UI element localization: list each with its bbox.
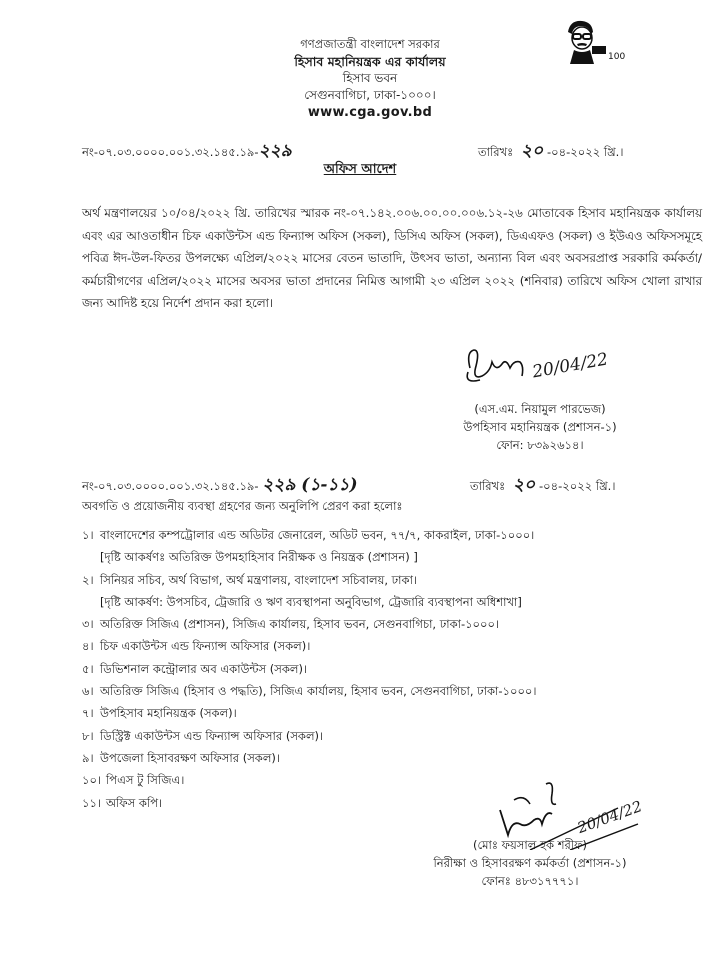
government-name: গণপ্রজাতন্ত্রী বাংলাদেশ সরকার [300,37,440,51]
website-link[interactable]: www.cga.gov.bd [307,105,433,120]
signature-1 [462,346,632,406]
document-title [0,160,720,181]
list-item: ৭। উপহিসাব মহানিয়ন্ত্রক (সকল)। [82,706,237,721]
document-title-text: অফিস আদেশ [323,162,397,177]
office-address: সেগুনবাগিচা, ঢাকা-১০০০। [304,88,436,102]
copy-date-day-handwritten: ২০ [512,475,536,495]
list-item: ২। সিনিয়র সচিব, অর্থ বিভাগ, অর্থ মন্ত্রণালয়, বাংলাদেশ সচিবালয়, ঢাকা। [82,572,418,587]
office-name: হিসাব মহানিয়ন্ত্রক এর কার্যালয় [294,54,446,69]
letterhead [200,36,540,121]
portrait-logo-icon [560,18,630,64]
list-item: ৯। উপজেলা হিসাবরক্ষণ অফিসার (সকল)। [82,750,281,765]
copy-distribution-intro: অবগতি ও প্রয়োজনীয় ব্যবস্থা গ্রহণের জন্য অনুলিপি প্রেরণ করা হলোঃ [82,499,403,513]
copy-memo-number-handwritten: ২২৯ (১-১১) [262,475,358,495]
copy-memo-number [82,472,358,500]
svg-text:100: 100 [608,52,626,62]
signatory-phone: ফোন: ৮৩৯২৬১৪। [496,438,584,452]
list-item: ১১। অফিস কপি। [82,795,163,810]
date-rest: -০৪-২০২২ খ্রি.। [547,145,624,159]
signatory-name: (এস.এম. নিয়ামুল পারভেজ) [474,402,606,416]
signature-date-handwritten: 20/04/22 [574,797,645,837]
copy-date-rest: -০৪-২০২২ খ্রি.। [539,479,616,493]
memo-number-handwritten: ২২৯ [258,141,292,161]
signatory-1 [400,400,680,454]
signature-date-handwritten: 20/04/22 [530,349,610,383]
date-day-handwritten: ২০ [520,141,544,161]
list-item: ৫। ডিভিশনাল কন্ট্রোলার অব একাউন্টস (সকল)। [82,661,308,676]
copy-date-label: তারিখঃ [470,479,506,493]
list-item: ১০। পিএস টু সিজিএ। [82,773,185,788]
list-item: ১। বাংলাদেশের কম্পট্রোলার এন্ড অডিটর জেনারেল, অডিট ভবন, ৭৭/৭, কাকরাইল, ঢাকা-১০০০। [82,528,535,542]
memo-number-prefix: নং-০৭.০৩.০০০০.০০১.৩২.১৪৫.১৯- [82,145,259,159]
copy-memo-number-prefix: নং-০৭.০৩.০০০০.০০১.৩২.১৪৫.১৯- [82,479,263,493]
signatory-2 [380,836,680,890]
order-body: অর্থ মন্ত্রণালয়ের ১০/০৪/২০২২ খ্রি. তারিখের স্মারক নং-০৭.১৪২.০০৬.০০.০০.০০৬.১২-২৬ মোতাবেক হিসাব মহানিয়ন্ত্রক কার্যালয় এবং এর আওতাধীন চিফ একাউন্টস এন্ড ফিন্যান্স অফিস (সকল), ডিসিএ অফিস (সকল), ডিএএফও (সকল) ও ইউএও অফিসসমূহে পবিত্র ঈদ-উল-ফিতর উপলক্ষ্যে এপ্রিল/২০২২ মাসের বেতন ভাতাদি, উৎসব ভাতা, অন্যান্য বিল এবং অবসরপ্রাপ্ত সরকারি কর্মকর্তা/কর্মচারীগণের এপ্রিল/২০২২ মাসের অবসর ভাতা প্রদানের নিমিত্ত আগামী ২৩ এপ্রিল ২০২২ (শনিবার) তারিখে অফিস খোলা রাখার জন্য আদিষ্ট হয়ে নির্দেশ প্রদান করা হলো। [82,206,702,310]
signatory-name: (মোঃ ফয়সাল হক শরীফ) [472,838,588,852]
signatory-designation: নিরীক্ষা ও হিসাবরক্ষণ কর্মকর্তা (প্রশাসন-১) [433,856,627,870]
list-item: ৩। অতিরিক্ত সিজিএ (প্রশাসন), সিজিএ কার্যালয়, হিসাব ভবন, সেগুনবাগিচা, ঢাকা-১০০০। [82,617,500,632]
list-item: ৮। ডিস্ট্রিক্ট একাউন্টস এন্ড ফিন্যান্স অফিসার (সকল)। [82,728,324,743]
list-item: ৬। অতিরিক্ত সিজিএ (হিসাব ও পদ্ধতি), সিজিএ কার্যালয়, হিসাব ভবন, সেগুনবাগিচা, ঢাকা-১০০০। [82,684,537,699]
signatory-designation: উপহিসাব মহানিয়ন্ত্রক (প্রশাসন-১) [463,420,617,434]
signatory-phone: ফোনঃ ৪৮৩১৭৭৭১। [481,874,579,888]
building-name: হিসাব ভবন [342,71,398,85]
list-item-note: [দৃষ্টি আকর্ষণঃ অতিরিক্ত উপমহাহিসাব নিরীক্ষক ও নিয়ন্ত্রক (প্রশাসন) ] [100,550,418,565]
mujib-borsho-logo [560,18,630,64]
copy-distribution-list [82,524,712,814]
copy-memo-date [470,472,615,500]
list-item-note: [দৃষ্টি আকর্ষণ: উপসচিব, ট্রেজারি ও ঋণ ব্যবস্থাপনা অনুবিভাগ, ট্রেজারি ব্যবস্থাপনা অধিশাখা] [100,594,522,609]
list-item: ৪। চিফ একাউন্টস এন্ড ফিন্যান্স অফিসার (সকল)। [82,639,311,654]
date-label: তারিখঃ [478,145,514,159]
